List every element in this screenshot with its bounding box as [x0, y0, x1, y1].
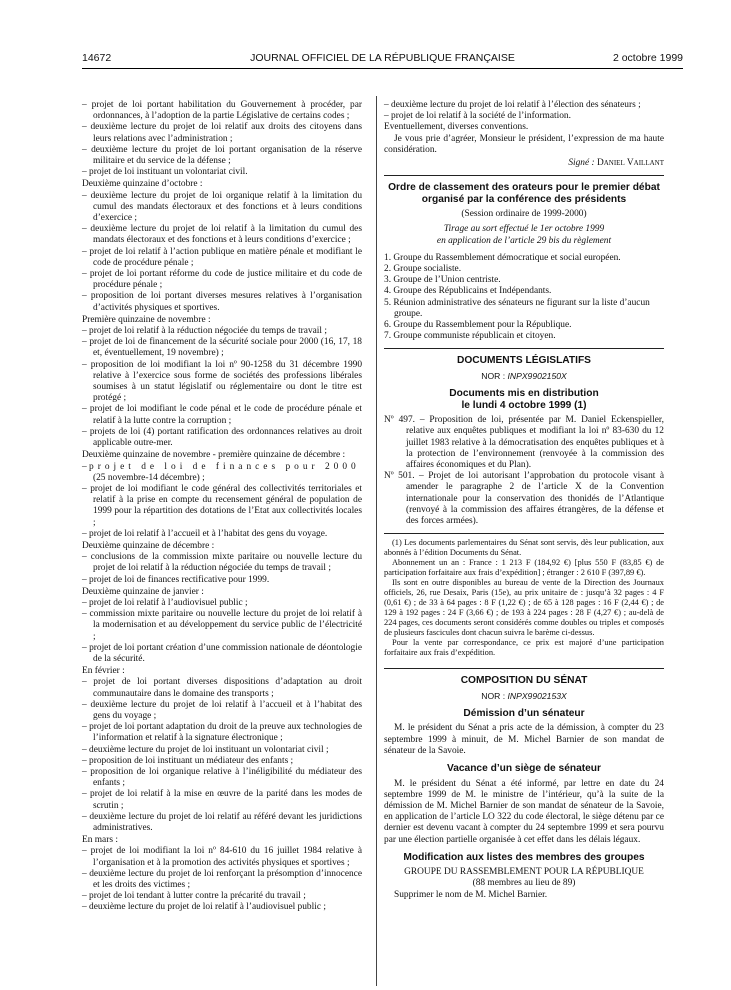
footnote-text: Pour la vente par correspondance, ce prix est majoré d’une participation forfaitaire aux frais d’expédition.: [384, 638, 664, 658]
tirage-line: en application de l’article 29 bis du règlement: [436, 235, 612, 246]
list-item: – projet de loi portant diverses dispositions d’adaptation au droit communautaire dans le domaine des transports ;: [82, 677, 362, 699]
modification-title: Modification aux listes des membres des groupes: [403, 851, 645, 863]
section-heading: Deuxième quinzaine de novembre - première quinzaine de décembre :: [82, 450, 346, 461]
paragraph: M. le président du Sénat a été informé, par lettre en date du 24 septembre 1999 de M. le ministre de l’intérieur, qu’à la suite de la démission de M. Michel Barnier de son mandat de sénateur de la Savoie, en application de l’article LO 322 du code électoral, le siège détenu par ce dernier est devenu vacant à compter du 24 septembre 1999 et sera pourvu par une élection partielle organisée à cet effet dans les délais légaux.: [384, 778, 664, 845]
nor-label: NOR :: [481, 370, 506, 381]
list-item: – deuxième lecture du projet de loi relatif à l’audiovisuel public ;: [82, 902, 362, 913]
group-name: GROUPE DU RASSEMBLEMENT POUR LA RÉPUBLIQUE: [404, 867, 644, 878]
bill-entry: Nº 497. – Proposition de loi, présentée par M. Daniel Eckenspieller, relative aux enquêtes publiques et modifiant la loi nº 83-630 du 12 juillet 1983 relative à la démocratisation des enquêtes publiques et à la protection de l’environnement (renvoyée à la commission des affaires économiques et du Plan).: [384, 415, 664, 470]
list-item: – projet de loi portant adaptation du droit de la preuve aux technologies de l’information et relatif à la signature électronique ;: [82, 722, 362, 744]
section-separator: [384, 348, 664, 349]
list-item: – projet de loi portant création d’une commission nationale de déontologie de la sécurité.: [82, 643, 362, 665]
signature-label: Signé :: [568, 158, 595, 169]
section-heading: En février :: [82, 666, 125, 677]
demission-title: Démission d’un sénateur: [463, 707, 585, 719]
ordre-title: Ordre de classement des orateurs pour le premier débat organisé par la conférence des présidents: [388, 182, 660, 205]
footnote: [384, 538, 664, 658]
paragraph: Supprimer le nom de M. Michel Barnier.: [394, 889, 548, 900]
footnote-separator: [384, 533, 664, 534]
finance-bill-title: projet de loi de finances pour 2000: [89, 461, 360, 472]
left-column: [82, 100, 362, 914]
list-item: – proposition de loi instituant un médiateur des enfants ;: [82, 756, 362, 767]
journal-title: JOURNAL OFFICIEL DE LA RÉPUBLIQUE FRANÇAISE: [250, 52, 515, 64]
section-heading: Deuxième quinzaine d’octobre :: [82, 179, 203, 190]
list-item: – projets de loi (4) portant ratification des ordonnances relatives au droit applicable outre-mer.: [82, 427, 362, 449]
list-item: – projet de loi portant réforme du code de justice militaire et du code de procédure pénale ;: [82, 269, 362, 291]
list-item: – deuxième lecture du projet de loi relatif à la limitation du cumul des mandats électoraux et des fonctions et à leurs conditions d’exercice ;: [82, 224, 362, 246]
header-rule: [82, 68, 683, 69]
group-item: 6. Groupe du Rassemblement pour la République.: [384, 320, 572, 331]
page-number: 14672: [82, 52, 112, 64]
list-item: – deuxième lecture du projet de loi instituant un volontariat civil ;: [82, 745, 362, 756]
section-separator: [384, 175, 664, 176]
section-heading: En mars :: [82, 835, 118, 846]
list-item: [82, 462, 362, 484]
bill-entry: Nº 501. – Projet de loi autorisant l’approbation du protocole visant à amender le paragraphe 2 de l’article X de la Convention internationale pour la conservation des thonidés de l’Atlantique (renvoyé à la commission des affaires étrangères, de la défense et des forces armées).: [384, 471, 664, 526]
list-item: – deuxième lecture du projet de loi relatif aux droits des citoyens dans leurs relations avec l’administration ;: [82, 122, 362, 144]
group-item: 2. Groupe socialiste.: [384, 264, 462, 275]
section-heading: Deuxième quinzaine de janvier :: [82, 586, 204, 597]
list-item: – projet de loi relatif à la réduction négociée du temps de travail ;: [82, 326, 362, 337]
nor-reference: [384, 371, 664, 382]
tirage-line: Tirage au sort effectué le 1er octobre 1999: [443, 224, 605, 235]
list-item: – projet de loi portant habilitation du Gouvernement à procéder, par ordonnances, à l’adoption de la partie Législative de certains codes ;: [82, 100, 362, 122]
signature: [384, 158, 664, 169]
footnote-text: (1) Les documents parlementaires du Sénat sont servis, dès leur publication, aux abonnés à l’édition Documents du Sénat.: [384, 538, 664, 558]
list-item: – projet de loi modifiant le code pénal et le code de procédure pénale et relatif à la lutte contre la corruption ;: [82, 404, 362, 426]
list-item: – deuxième lecture du projet de loi portant organisation de la réserve militaire et du service de la défense ;: [82, 145, 362, 167]
finance-bill-dates: (25 novembre-14 décembre) ;: [93, 472, 205, 483]
composition-title: COMPOSITION DU SÉNAT: [460, 675, 588, 687]
footnote-text: Abonnement un an : France : 1 213 F (184,92 €) [plus 550 F (83,85 €) de participation forfaitaire aux frais d’expédition] ; étranger : 2 610 F (397,89 €).: [384, 558, 664, 578]
nor-reference: [384, 691, 664, 702]
nor-code: INPX9902153X: [507, 690, 567, 701]
paragraph: Je vous prie d’agréer, Monsieur le président, l’expression de ma haute considération.: [384, 133, 664, 155]
list-item: – projet de loi relatif à la mise en œuvre de la parité dans les modes de scrutin ;: [82, 789, 362, 811]
list-item: – conclusions de la commission mixte paritaire ou nouvelle lecture du projet de loi relatif à la réduction négociée du temps de travail ;: [82, 552, 362, 574]
signature-name: Daniel Vaillant: [596, 158, 664, 169]
list-item: – deuxième lecture du projet de loi relatif à l’élection des sénateurs ;: [384, 100, 664, 111]
nor-label: NOR :: [481, 690, 506, 701]
section-separator: [384, 668, 664, 669]
list-item: – deuxième lecture du projet de loi relatif à l’accueil et à l’habitat des gens du voyage ;: [82, 700, 362, 722]
list-item: – deuxième lecture du projet de loi organique relatif à la limitation du cumul des mandats électoraux et des fonctions et à leurs conditions d’exercice ;: [82, 191, 362, 225]
list-item: – projet de loi tendant à lutter contre la précarité du travail ;: [82, 891, 362, 902]
list-item: – projet de loi de financement de la sécurité sociale pour 2000 (16, 17, 18 et, éventuellement, 19 novembre) ;: [82, 337, 362, 359]
list-item: – projet de loi relatif à l’audiovisuel public ;: [82, 598, 362, 609]
issue-date: 2 octobre 1999: [612, 52, 683, 64]
column-divider: [376, 96, 377, 986]
group-item: 4. Groupe des Républicains et Indépendants.: [384, 286, 552, 297]
list-item: – projet de loi de finances rectificative pour 1999.: [82, 575, 362, 586]
list-item: – deuxième lecture du projet de loi relatif au référé devant les juridictions administratives.: [82, 812, 362, 834]
group-item: 3. Groupe de l’Union centriste.: [384, 275, 501, 286]
list-item: – projet de loi modifiant le code général des collectivités territoriales et relatif à la prise en compte du recensement général de population de 1999 pour la répartition des dotations de l’Etat aux collectivités locales ;: [82, 484, 362, 529]
documents-subtitle: le lundi 4 octobre 1999 (1): [461, 399, 587, 411]
vacance-title: Vacance d’un siège de sénateur: [446, 763, 601, 774]
list-item: – proposition de loi organique relative à l’inéligibilité du médiateur des enfants ;: [82, 767, 362, 789]
documents-subtitle: Documents mis en distribution: [449, 388, 599, 400]
nor-code: INPX9902150X: [507, 370, 567, 381]
group-item: 5. Réunion administrative des sénateurs ne figurant sur la liste d’aucun groupe.: [384, 297, 650, 319]
list-item: – commission mixte paritaire ou nouvelle lecture du projet de loi relatif à la modernisation et au développement du service public de l’électricité ;: [82, 609, 362, 643]
section-heading: Première quinzaine de novembre :: [82, 314, 211, 325]
group-item: 7. Groupe communiste républicain et citoyen.: [384, 331, 556, 342]
group-count: (88 membres au lieu de 89): [472, 878, 576, 889]
list-item: – proposition de loi modifiant la loi nº 90-1258 du 31 décembre 1990 relative à l’exercice sous forme de sociétés des professions libérales soumises à un statut législatif ou réglementaire ou dont le titre est protégé ;: [82, 360, 362, 405]
group-item: 1. Groupe du Rassemblement démocratique et social européen.: [384, 252, 621, 263]
list-item: – projet de loi instituant un volontariat civil.: [82, 167, 362, 178]
session-line: (Session ordinaire de 1999-2000): [461, 209, 587, 220]
paragraph: Eventuellement, diverses conventions.: [384, 122, 529, 133]
list-item: – projet de loi relatif à la société de l’information.: [384, 111, 664, 122]
paragraph: M. le président du Sénat a pris acte de la démission, à compter du 23 septembre 1999 à minuit, de M. Michel Barnier de son mandat de sénateur de la Savoie.: [384, 723, 664, 756]
page-header: [82, 52, 683, 66]
documents-title: DOCUMENTS LÉGISLATIFS: [457, 355, 591, 367]
list-item: – projet de loi modifiant la loi nº 84-610 du 16 juillet 1984 relative à l’organisation et à la promotion des activités physiques et sportives ;: [82, 846, 362, 868]
list-item: – deuxième lecture du projet de loi renforçant la présomption d’innocence et les droits des victimes ;: [82, 869, 362, 891]
footnote-text: Ils sont en outre disponibles au bureau de vente de la Direction des Journaux officiels, 26, rue Desaix, Paris (15e), au prix unitaire de : jusqu’à 32 pages : 4 F (0,61 €) ; de 33 à 64 pages : 8 F (1,22 €) ; de 65 à 128 pages : 16 F (2,44 €) ; de 129 à 192 pages : 24 F (3,66 €) ; de 193 à 224 pages : 28 F (4,27 €) ; au-delà de 224 pages, ces documents seront considérés comme doubles ou triples et composés de plusieurs fascicules dont chacun suivra le barème ci-dessus.: [384, 578, 664, 638]
list-item: – proposition de loi portant diverses mesures relatives à l’organisation d’activités physiques et sportives.: [82, 291, 362, 313]
right-column: [384, 100, 664, 901]
section-heading: Deuxième quinzaine de décembre :: [82, 540, 215, 551]
list-item: – projet de loi relatif à l’action publique en matière pénale et modifiant le code de procédure pénale ;: [82, 247, 362, 269]
list-item: – projet de loi relatif à l’accueil et à l’habitat des gens du voyage.: [82, 529, 362, 540]
